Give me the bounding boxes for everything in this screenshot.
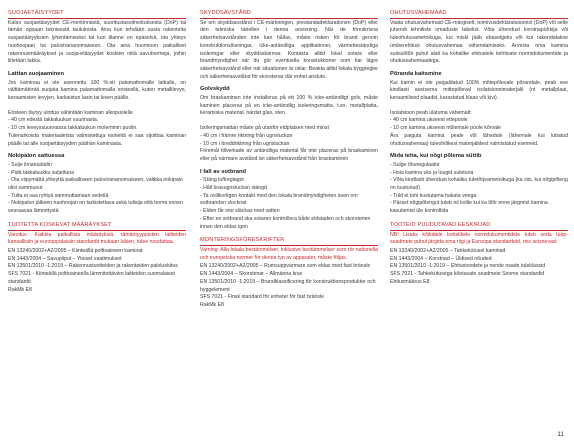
warning-paragraph: Varoitus: Kaikkia paikallisia määräyksiä, tämäntyyppisten laitteiden kansallisiin ja eurooppalaisiin standardit mukaan lukien, tulee noudattaa.	[8, 231, 186, 246]
paragraph: Om braskaminen inte installeras på ett 100 % icke-antändligt golv, måste kaminen placeras på en icke-antändlig isoleringsmatta, t.ex. metallplatta, keramiska material, härdat glas, sten.	[200, 95, 378, 117]
list-item: - Sulje ilmansäädin	[8, 161, 52, 168]
list-item: - 10 cm kamina ukseest mõlemale poole kõrvale	[390, 125, 502, 132]
list	[390, 162, 568, 216]
column-swedish	[200, 10, 378, 310]
subheading-floor-protection: Lattian suojaaminen	[8, 70, 65, 77]
list-item: - Elden får inte släckas med vatten	[200, 208, 280, 215]
list-item: - 40 cm i främre riktning från ugnsluckan	[200, 132, 293, 139]
list-item: SFS 7021 - Kiinteällä polttoaineella lämmitettävien laitteiden suomalaiset standardit	[8, 271, 175, 285]
list-item: - Ota viipymättä yhteyttä paikalliseen palovirananomaiseen, valikka nokipalo olisi sammunut	[8, 177, 183, 192]
section-title-regulations: TOOTEID PUUDUTAVAD EESKIRJAD	[390, 222, 568, 231]
list	[390, 110, 568, 149]
list-item: - Pärast nõgipõlengut tuleb nii kollie kui ka lõõr enne järgmist kamina kasutamist üle kontrollida	[390, 200, 548, 215]
list-item: - Efter en sotbrand ska sotaren kontrollera både eldstaden och skorstenen innan den eldas igen	[200, 215, 371, 230]
list-item: - Võta kindlasti ühendust kohaliku tuletõrjeametnikuga (ka siis, kui nõgipõleng on kustunud)	[390, 177, 568, 192]
list-item: - Pidä takkaluukku suljettuna	[8, 169, 75, 176]
subheading-chimney-fire: Mida teha, kui nõgi põlema süttib	[390, 153, 482, 160]
list-item: - Håll brasugnsluckan stängd	[200, 185, 267, 192]
list-item: - Nokipalon jälkeen nuohoojan on tarkistettava sekä tulisija että hormi ennen seuraavaa lämmitystä	[8, 200, 184, 215]
list-item: - 40 cm kamina ukseest ettepoole	[390, 117, 468, 124]
list-item: EN 13501/2010 -1:2019 – Ehitustoodete ja nende osade tuleklassid	[390, 263, 546, 270]
list-item: RakMk E8	[200, 301, 224, 308]
list-item: Tulenarkoista materiaaleista valmistettuja esineitä ei saa sijoittaa kaminan päälle tai alle suojaetäisyyden päähän kaminasta.	[8, 132, 186, 147]
list-item: - Sulge õhuregulaator	[390, 161, 440, 168]
paragraph: Eristeen täytyy ulottua vähintään kaminan ulkopuolelle	[8, 109, 133, 116]
page-number: 11	[557, 431, 564, 438]
paragraph: Se om skyddsavstånd i CE-märkningen, prestandadeklarationen (DoP) eller den tekniska tabellen i denna anvisning. När de föreskrivna säkerhetsavstånden inte kan hållas, måste risken för brand genom konstruktionslösningar, icke-antändliga applikationer, värmebeständiga isoleringar eller skyddsskärmar. Kontakta alltid lokal sotare eller brandmyndighet när du gör eventuella konstruktioner som har lägre säkerhetsavstånd eller när situationen är oklar. Beakta alltid lokala byggregler och säkerhetsavstånd för skorstenar där enhet ansluts.	[200, 19, 378, 80]
list-item: SFS 7021 - Tahkekütusega kõetavate seadmete Soome standardid	[390, 271, 545, 278]
list-item: EN 13501/2010 -1:2019 – Brandklassificering för konstruktionsprodukter och byggelement	[200, 278, 376, 293]
list-item: Föremål tillverkade av antändliga material får inte placeras på braskaminen eller på närmare avstånd än säkerhetsavstånd från braskaminen	[200, 148, 378, 162]
list-item: SFS 7021 - Finsk standard för enheter för fast bränsle	[200, 294, 324, 301]
list-item: Ehitusmäärus E8	[390, 278, 430, 285]
list-item: EN 1443/2004 – Skorstenar – Allmänna krav	[200, 271, 303, 278]
list-item: - Tuld ei tohi kustutama hakata veega	[390, 192, 477, 199]
list	[8, 248, 186, 294]
list	[200, 125, 378, 164]
list-item: - Tulta ei saa ryhtyä sammuttamaan vedellä	[8, 192, 109, 199]
list	[200, 177, 378, 231]
list-item: RakMk E8	[8, 286, 32, 293]
paragraph: Vaata ohutusvahemaid CE-märgiselt, toimivusdeklaratsioonist (DoP) või selle juhendi tehniliste omaduste tabelist. Võta ühendust korstnapühkija või tuleohutusametnikuga, kui miski jääb ebaselgeks või kui rakendatakse ümberehitusi ohutusvahemaa vähendamiseks. Arvesta oma kamina suitsulõõri puhul alati ka kohalike ehitustele kehtivate normidokumentide ja ohutusvahemaadega.	[390, 19, 568, 65]
column-estonian	[390, 10, 568, 287]
list-item: Isoleringsmattan måste gå utanför eldplatsen med minst	[200, 125, 329, 132]
list-item: EN 13240/2002+A2/2005 – Tahkekütusel kaminad	[390, 247, 506, 254]
list	[200, 263, 378, 309]
subheading-floor-protection: Golvskydd	[200, 86, 230, 93]
list-item: EN 13240/2002+A2/2005 – Kiinteällä polttoaineen kaminat	[8, 247, 143, 254]
section-title-ohutusvahemaad: OHUTUSVAHEMAAD	[390, 10, 568, 19]
section-title-regulations: MONTERINGSFÖRESKRIFTER	[200, 237, 378, 246]
paragraph: Kui kamin ei ole paigaldatud 100% mittepõlevale põrandale, peab see kindlasti asetsema mittepõleval isolatsioonimaterjalil (nt metallplaat, keraamilised plaadid, karastatud klaas või kivi).	[390, 79, 568, 102]
paragraph: Jos kaminaa ei ole asennettu 100 %:sti palamattomalle lattialle, on välttämätöntä suojata kamina palamattomalla eristeellä, kuten metallilevyn, keraamisten levyjen, karkaistun lasin tai kiven päälle.	[8, 79, 186, 102]
list-item: - 40 cm edestä takkaluukun suunnasta.	[8, 117, 99, 124]
list-item: EN 13501/2010 -1:2019 – Rakennustuotteiden ja rakenteiden paloluokitus	[8, 263, 178, 270]
column-finnish	[8, 10, 186, 294]
section-title-regulations: TUOTETTA KOSKEVAT MÄÄRÄYKSET	[8, 222, 186, 231]
list	[390, 248, 568, 287]
list-item: - Stäng luftreglaget	[200, 177, 244, 184]
warning-paragraph: Varning: Alla lokala bestämmelser, inklusive bestämmelser som rör nationella och europeiska normer för denna typ av apparater, måste följas.	[200, 246, 378, 261]
list-item: EN 13240/2002+A2/2005 – Rumsuppvärmare som eldas med fast bränsle	[200, 263, 371, 270]
subheading-chimney-fire: I fall av sotbrand	[200, 168, 247, 175]
warning-paragraph: NB! Lisaks kõikidele kohalikele normdokumentidele tuleb seda tüüp-seadmete puhul järgida ema riigi ja Euroopa standardeid, mis seisnevad:	[390, 231, 568, 246]
list-item: - Ta ovillkorligen kontakt med den lokala brandmyndigheten även om sotbranden slocknat	[200, 192, 358, 207]
list	[8, 162, 186, 216]
subheading-chimney-fire: Nokipalon sattuessa	[8, 153, 65, 160]
section-title-suojaetaisyydet: SUOJAETÄISYYDET	[8, 10, 186, 19]
section-title-skyddsavstand: SKYDDSAVSTÅND	[200, 10, 378, 19]
list-item: EN 1443/2004 – Savupiiput – Yleiset vaatimukset	[8, 255, 122, 262]
paragraph: Katso suojaetäisyydet CE-merkinnästä, suoritustasoilmoituksesta (DoP) tai tämän oppaan teknisestä taulukosta. Aina kun tehdään uusia rakenteita suojaetäisyyksien lyhentämiseksi tai kun tilanne on epäselvä, ota yhteys nuohoojaan tai palovirananomaiseen. Ota aina huomioon paikalliset rakennusmääräykset ja suoja-etäisyydet koskien niitä savuhormeja, joihin liitetään takka.	[8, 19, 186, 65]
list-item: Isolatsioon peab ulatuma vähemalt:	[390, 109, 472, 116]
list-item: - 10 cm leveyssuunnassa takkaluukun molemmin puolin.	[8, 125, 138, 132]
list-item: - 10 cm i breddriktning från ugnsluckan	[200, 140, 290, 147]
list-item: - Hoia kamina uks ja luugid suletuna	[390, 169, 474, 176]
list	[8, 117, 186, 148]
list-item: EN 1443/2004 – Korstnad – Üldised nõuded	[390, 255, 492, 262]
subheading-floor-protection: Põranda kaitsmine	[390, 70, 442, 77]
list-item: Ära paiguta kamina peale või lähedale (lähemale kui lubatud ohutusvahemaa) tuleohtlikest materjalidest valmistatud esemeid.	[390, 132, 568, 147]
